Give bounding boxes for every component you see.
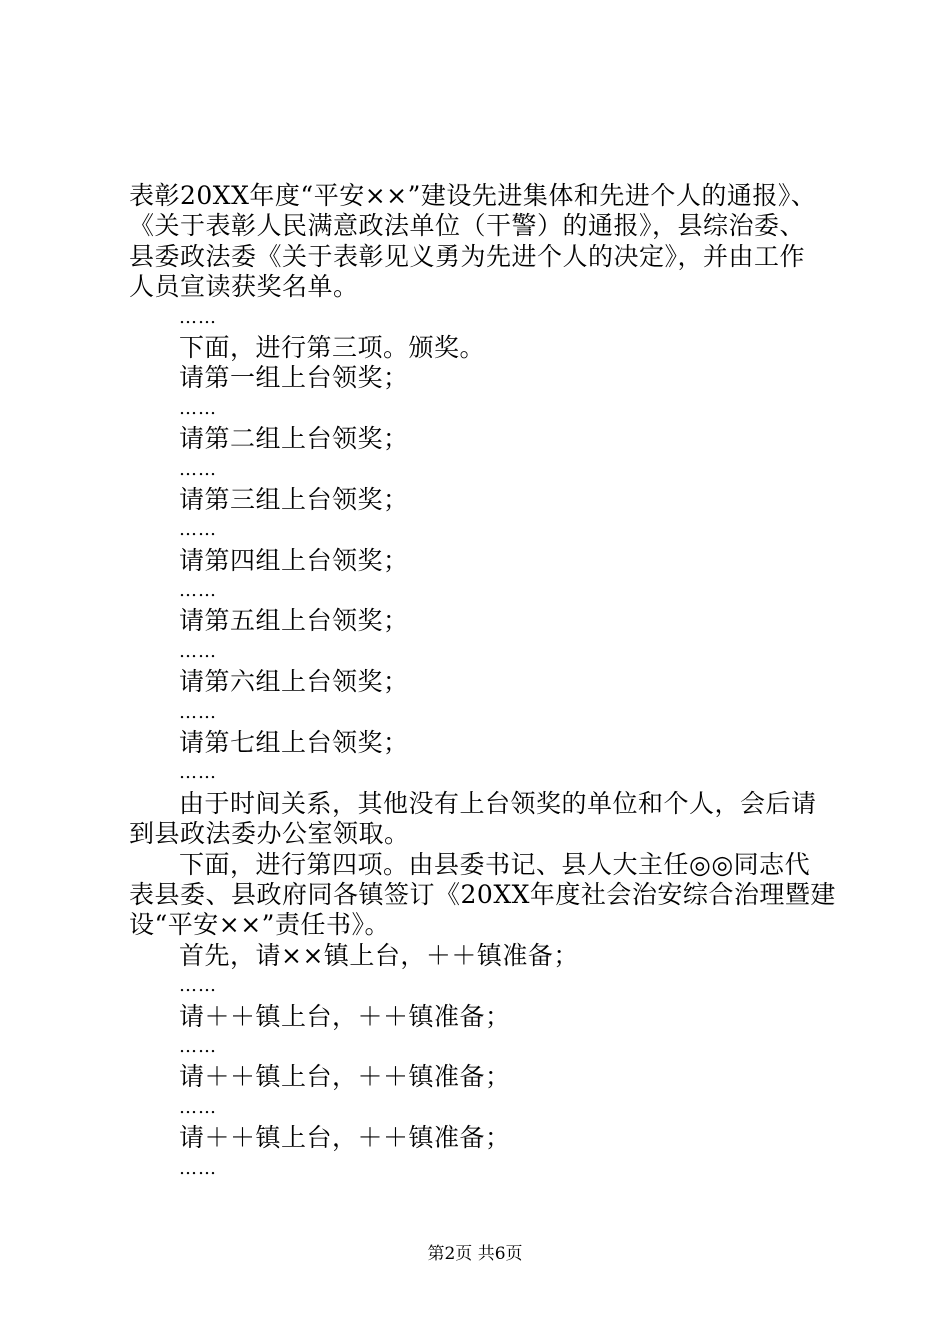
ellipsis-line: …… xyxy=(179,975,217,997)
ellipsis-line: …… xyxy=(179,1035,217,1057)
ellipsis-line: …… xyxy=(179,701,217,723)
body-line: 表彰20XX年度“平安××”建设先进集体和先进个人的通报》、 xyxy=(129,181,817,210)
body-line: 请第三组上台领奖； xyxy=(179,484,409,514)
body-line: 请＋＋镇上台，＋＋镇准备； xyxy=(179,1062,511,1092)
body-line: 到县政法委办公室领取。 xyxy=(129,819,410,849)
body-line: 首先，请××镇上台，＋＋镇准备； xyxy=(179,940,579,970)
body-line: 请第二组上台领奖； xyxy=(179,424,409,454)
ellipsis-line: …… xyxy=(179,580,217,602)
ellipsis-line: …… xyxy=(179,458,217,480)
ellipsis-line: …… xyxy=(179,519,217,541)
body-line: 下面，进行第三项。颁奖。 xyxy=(179,332,486,362)
ellipsis-line: …… xyxy=(179,306,217,328)
ellipsis-line: …… xyxy=(179,397,217,419)
document-body xyxy=(129,181,839,1184)
body-line: 县委政法委《关于表彰见义勇为先进个人的决定》，并由工作 xyxy=(129,241,806,271)
body-line: 表县委、县政府同各镇签订《20XX年度社会治安综合治理暨建 xyxy=(129,879,836,909)
body-line: 请第四组上台领奖； xyxy=(179,545,409,575)
ellipsis-line: …… xyxy=(179,640,217,662)
ellipsis-line: …… xyxy=(179,1096,217,1118)
body-line: 请＋＋镇上台，＋＋镇准备； xyxy=(179,1123,511,1153)
ellipsis-line: …… xyxy=(179,1157,217,1179)
body-line: 下面，进行第四项。由县委书记、县人大主任◎◎同志代 xyxy=(179,849,811,879)
page-number-footer: 第2页 共6页 xyxy=(427,1244,523,1264)
body-line: 由于时间关系，其他没有上台领奖的单位和个人，会后请 xyxy=(179,788,817,818)
body-line: 请第六组上台领奖； xyxy=(179,667,409,697)
body-line: 请第七组上台领奖； xyxy=(179,728,409,758)
body-line: 请第一组上台领奖； xyxy=(179,363,409,393)
body-line: 《关于表彰人民满意政法单位（干警）的通报》，县综治委、 xyxy=(129,211,806,241)
body-line: 请第五组上台领奖； xyxy=(179,606,409,636)
ellipsis-line: …… xyxy=(179,762,217,784)
body-line: 人员宣读获奖名单。 xyxy=(129,272,359,302)
body-line: 设“平安××”责任书》。 xyxy=(129,910,390,940)
body-line: 请＋＋镇上台，＋＋镇准备； xyxy=(179,1001,511,1031)
